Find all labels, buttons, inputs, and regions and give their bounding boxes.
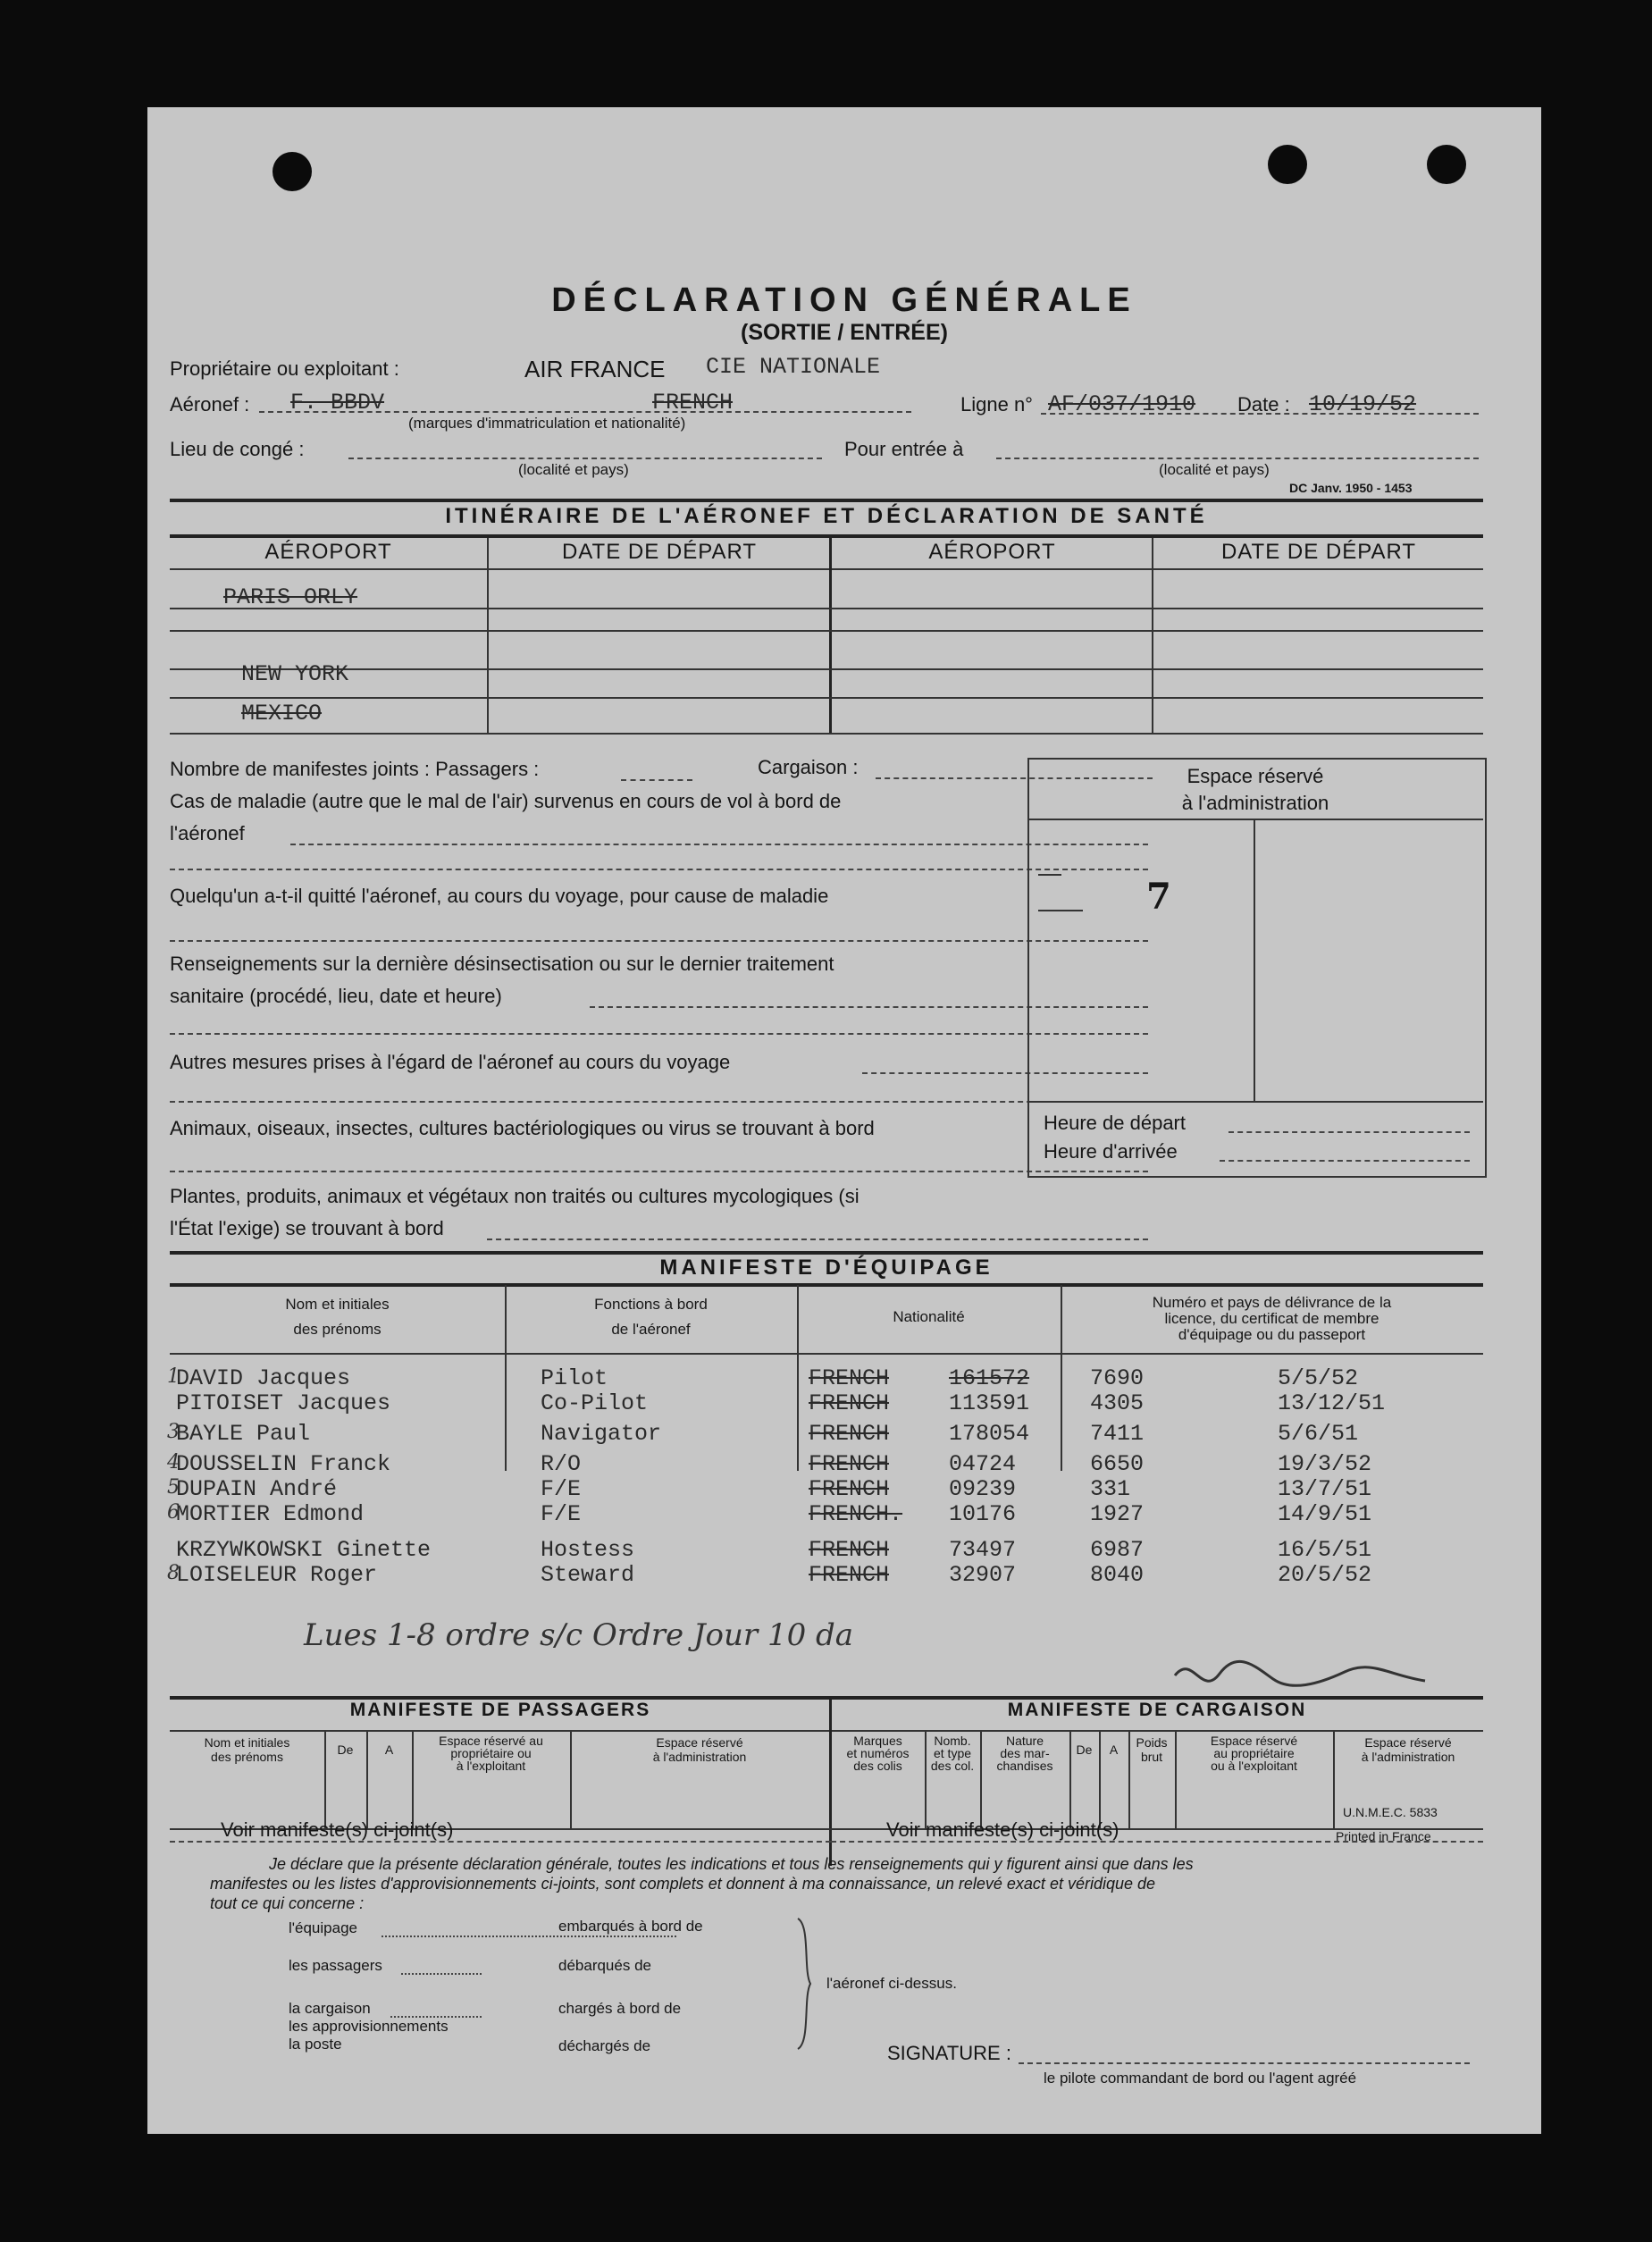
crew-function: Hostess [541,1537,635,1563]
passenger-col-from: De [337,1742,354,1757]
crew-function: F/E [541,1476,582,1502]
crew-col-function-2: de l'aéronef [611,1321,691,1338]
crew-licence-number: 7411 [1090,1421,1145,1447]
passenger-col-to: A [384,1742,394,1757]
brace-mark [791,1917,818,2051]
document-subtitle: (SORTIE / ENTRÉE) [741,320,948,345]
crew-document-number: 09239 [949,1476,1017,1502]
crew-name: DOUSSELIN Franck [176,1451,391,1477]
declaration-text: Je déclare que la présente déclaration générale, toutes les indications et tous les renseignements qui y figurent ainsi que dans les [269,1855,1194,1873]
document-sheet [147,107,1541,2134]
departure-time-label: Heure de départ [1044,1112,1186,1134]
plants-label: Plantes, produits, animaux et végétaux non traités ou cultures mycologiques (si [170,1185,860,1207]
crew-licence-number: 331 [1090,1476,1131,1502]
itinerary-header: AÉROPORT [264,540,392,564]
cargo-col-nature-3: chandises [996,1759,1053,1773]
cargo-col-owner: Espace réservé [1210,1734,1298,1748]
crew-name: LOISELEUR Roger [176,1562,378,1588]
crew-licence-date: 5/5/52 [1278,1365,1359,1391]
disinsection-label-2: sanitaire (procédé, lieu, date et heure) [170,985,502,1007]
crew-col-licence-3: d'équipage ou du passeport [1178,1326,1366,1343]
handwritten-signature-mark [1166,1649,1434,1702]
passenger-footer: Voir manifeste(s) ci-joint(s) [221,1818,454,1841]
crew-function: Navigator [541,1421,662,1447]
crew-licence-number: 8040 [1090,1562,1145,1588]
admin-box-title: Espace réservé [1187,765,1324,787]
crew-licence-number: 7690 [1090,1365,1145,1391]
crew-nationality: FRENCH [809,1390,890,1416]
punch-hole [1268,145,1307,184]
crew-row-number: 6 [167,1501,180,1524]
passenger-col-owner-2: propriétaire ou [450,1746,532,1760]
aircraft-note: (marques d'immatriculation et nationalité) [408,415,686,432]
passenger-col-admin-2: à l'administration [652,1750,747,1764]
crew-nationality: FRENCH [809,1451,890,1477]
itinerary-header: AÉROPORT [928,540,1056,564]
crew-function: Steward [541,1562,635,1588]
lieu-label: Lieu de congé : [170,438,305,460]
passenger-manifest-title: MANIFESTE DE PASSAGERS [349,1700,651,1720]
declaration-supplies: les approvisionnements [289,2018,449,2035]
crew-function: Co-Pilot [541,1390,649,1416]
crew-licence-date: 20/5/52 [1278,1562,1372,1588]
crew-licence-date: 13/12/51 [1278,1390,1386,1416]
date-value: 10/19/52 [1309,391,1417,417]
crew-document-number: 04724 [949,1451,1017,1477]
declaration-mail: la poste [289,2036,342,2053]
crew-licence-number: 4305 [1090,1390,1145,1416]
cargo-col-to: A [1109,1742,1119,1757]
declaration-embarked: embarqués à bord de [558,1918,703,1935]
cargo-col-weight-2: brut [1140,1750,1163,1764]
crew-col-licence: Numéro et pays de délivrance de la [1152,1294,1392,1311]
cargo-count-label: Cargaison : [758,756,859,778]
cargo-col-from: De [1076,1742,1093,1757]
arrival-time-label: Heure d'arrivée [1044,1140,1178,1163]
passenger-col-name: Nom et initiales [204,1735,290,1750]
punch-hole [1427,145,1466,184]
owner-typed: CIE NATIONALE [706,354,881,380]
date-label: Date : [1237,393,1290,416]
crew-nationality: FRENCH [809,1421,890,1447]
owner-value: AIR FRANCE [524,356,666,382]
ligne-value: AF/037/1910 [1048,391,1196,417]
animals-label: Animaux, oiseaux, insectes, cultures bactériologiques ou virus se trouvant à bord [170,1117,875,1139]
itinerary-header: DATE DE DÉPART [1220,540,1417,564]
cargo-col-count-3: des col. [930,1759,975,1773]
document-title: DÉCLARATION GÉNÉRALE [551,281,1137,319]
declaration-cargo: la cargaison [289,2000,371,2017]
ligne-label: Ligne n° [960,393,1033,416]
itinerary-airport: PARIS ORLY [223,584,358,610]
illness-label-2: l'aéronef [170,822,245,844]
crew-nationality: FRENCH [809,1537,890,1563]
crew-col-name-2: des prénoms [293,1321,382,1338]
admin-box-title-2: à l'administration [1181,792,1329,814]
crew-name: MORTIER Edmond [176,1501,365,1527]
itinerary-header: DATE DE DÉPART [561,540,758,564]
itinerary-airport: MEXICO [241,701,323,726]
signature-label: SIGNATURE : [887,2042,1011,2064]
cargo-col-nature-2: des mar- [1000,1746,1050,1760]
aircraft-label: Aéronef : [170,393,250,416]
cargo-col-owner-2: au propriétaire [1213,1746,1295,1760]
passenger-col-name-2: des prénoms [211,1750,283,1764]
crew-name: PITOISET Jacques [176,1390,391,1416]
crew-licence-date: 16/5/51 [1278,1537,1372,1563]
itinerary-airport: NEW YORK [241,661,349,687]
crew-row-number: 4 [167,1451,180,1474]
cargo-col-admin-2: à l'administration [1361,1750,1455,1764]
cargo-manifest-title: MANIFESTE DE CARGAISON [1007,1700,1307,1720]
crew-row-number: 8 [167,1562,180,1584]
disinsection-label: Renseignements sur la dernière désinsectisation ou sur le dernier traitement [170,953,834,975]
crew-col-licence-2: licence, du certificat de membre [1164,1310,1379,1327]
passenger-col-owner: Espace réservé au [439,1734,543,1748]
crew-nationality: FRENCH. [809,1501,903,1527]
crew-handwritten-note: Lues 1-8 ordre s/c Ordre Jour 10 da [304,1617,854,1653]
printed-in-france: Printed in France [1336,1829,1431,1843]
plants-label-2: l'État l'exige) se trouvant à bord [170,1217,444,1239]
cargo-col-owner-3: ou à l'exploitant [1211,1759,1297,1773]
crew-document-number: 113591 [949,1390,1030,1416]
aircraft-registration: F. BBDV [290,390,385,416]
crew-document-number: 73497 [949,1537,1017,1563]
crew-function: Pilot [541,1365,608,1391]
crew-licence-number: 6650 [1090,1451,1145,1477]
itinerary-title: ITINÉRAIRE DE L'AÉRONEF ET DÉCLARATION DE SANTÉ [445,504,1208,528]
declaration-passengers: les passagers [289,1957,382,1974]
declaration-loaded: chargés à bord de [558,2000,682,2017]
cargo-col-marks: Marques [853,1734,902,1748]
crew-licence-date: 13/7/51 [1278,1476,1372,1502]
crew-licence-number: 6987 [1090,1537,1145,1563]
crew-licence-date: 19/3/52 [1278,1451,1372,1477]
crew-licence-date: 14/9/51 [1278,1501,1372,1527]
declaration-unloaded: déchargés de [558,2037,651,2054]
crew-col-function: Fonctions à bord [594,1296,708,1313]
manifests-count-label: Nombre de manifestes joints : Passagers : [170,758,540,780]
crew-row-number: 3 [167,1421,180,1443]
passenger-col-admin: Espace réservé [656,1735,743,1750]
crew-name: BAYLE Paul [176,1421,311,1447]
declaration-text-2: manifestes ou les listes d'approvisionnements ci-joints, sont complets et donnent à ma connaissance, un relevé exact et véridique de [210,1875,1156,1893]
lieu-note: (localité et pays) [518,461,629,478]
owner-label: Propriétaire ou exploitant : [170,357,399,380]
crew-name: KRZYWKOWSKI Ginette [176,1537,432,1563]
crew-nationality: FRENCH [809,1562,890,1588]
other-measures-label: Autres mesures prises à l'égard de l'aéronef au cours du voyage [170,1051,731,1073]
crew-nationality: FRENCH [809,1476,890,1502]
crew-row-number: 1 [167,1365,180,1388]
signature-line [1019,2062,1470,2064]
declaration-disembarked: débarqués de [558,1957,651,1974]
cargo-col-count: Nomb. [934,1734,971,1748]
cargo-col-admin: Espace réservé [1364,1735,1452,1750]
form-reference: DC Janv. 1950 - 1453 [1289,481,1413,495]
crew-document-number: 10176 [949,1501,1017,1527]
crew-licence-date: 5/6/51 [1278,1421,1359,1447]
cargo-footer: Voir manifeste(s) ci-joint(s) [886,1818,1120,1841]
cargo-col-weight: Poids [1136,1735,1168,1750]
crew-function: F/E [541,1501,582,1527]
declaration-text-3: tout ce qui concerne : [210,1894,365,1912]
crew-document-number: 178054 [949,1421,1030,1447]
crew-document-number: 161572 [949,1365,1030,1391]
illness-label: Cas de maladie (autre que le mal de l'air) survenus en cours de vol à bord de [170,790,842,812]
cargo-col-marks-3: des colis [853,1759,902,1773]
form-unmec-code: U.N.M.E.C. 5833 [1343,1805,1438,1819]
crew-name: DUPAIN André [176,1476,338,1502]
crew-col-name: Nom et initiales [285,1296,390,1313]
crew-name: DAVID Jacques [176,1365,351,1391]
cargo-col-nature: Nature [1005,1734,1044,1748]
crew-nationality: FRENCH [809,1365,890,1391]
crew-row-number: 5 [167,1476,180,1499]
declaration-crew: l'équipage [289,1919,357,1936]
signatory-role: le pilote commandant de bord ou l'agent agréé [1044,2070,1357,2087]
crew-col-nationality: Nationalité [893,1308,965,1325]
cargo-col-marks-2: et numéros [846,1746,910,1760]
entree-label: Pour entrée à [844,438,964,460]
crew-document-number: 32907 [949,1562,1017,1588]
declaration-aircraft-above: l'aéronef ci-dessus. [826,1975,957,1992]
crew-licence-number: 1927 [1090,1501,1145,1527]
aircraft-nationality: FRENCH [652,390,734,416]
admin-handwritten-mark: 7 [1146,876,1171,918]
passenger-col-owner-3: à l'exploitant [456,1759,526,1773]
cargo-col-count-2: et type [933,1746,972,1760]
entree-note: (localité et pays) [1159,461,1270,478]
crew-manifest-title: MANIFESTE D'ÉQUIPAGE [659,1255,994,1280]
punch-hole [273,152,312,191]
crew-function: R/O [541,1451,582,1477]
left-aircraft-label: Quelqu'un a-t-il quitté l'aéronef, au cours du voyage, pour cause de maladie [170,885,829,907]
